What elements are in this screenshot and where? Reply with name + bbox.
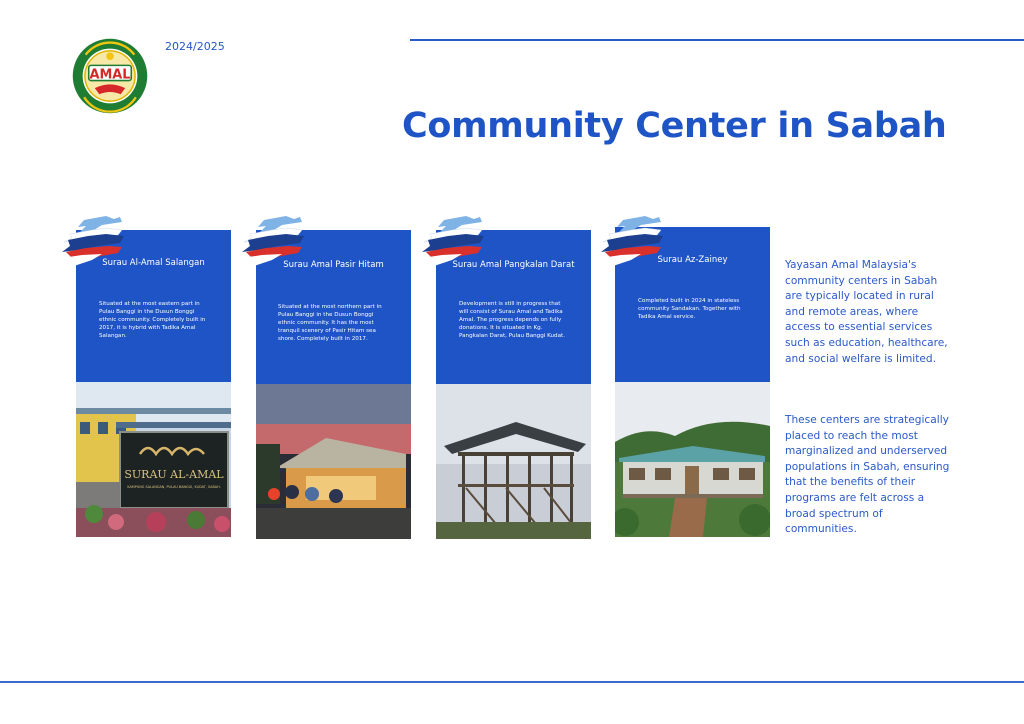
center-name: Surau Al-Amal Salangan bbox=[102, 258, 205, 268]
center-card-salangan bbox=[76, 230, 231, 537]
center-name: Surau Az-Zainey bbox=[657, 255, 728, 265]
flag-brush-icon bbox=[242, 216, 304, 268]
intro-paragraph: Yayasan Amal Malaysia's community centers in Sabah are typically located in rural and remote areas, where access to essential services such as education, healthcare, and social welfare is limited. bbox=[785, 259, 948, 365]
center-description: Situated at the most northern part in Pulau Banggi in the Dusun Bonggi ethnic community. It has the most tranquil scenery of Pasir Hitam sea shore. Completely built in 2017. bbox=[278, 304, 382, 342]
bottom-divider bbox=[0, 681, 1024, 683]
flag-brush-icon bbox=[601, 216, 663, 268]
top-divider bbox=[410, 39, 1024, 41]
center-description: Development is still in progress that will consist of Surau Amal and Tadika Amal. The progress depends on fully donations. It is situated in Kg. Pangkalan Darat, Pulau Banggi Kudat. bbox=[459, 301, 565, 339]
flag-brush-icon bbox=[62, 216, 124, 268]
center-name: Surau Amal Pangkalan Darat bbox=[452, 260, 575, 270]
page-title: Community Center in Sabah bbox=[402, 106, 947, 146]
strategy-paragraph: These centers are strategically placed to reach the most marginalized and underserved populations in Sabah, ensuring that the benefits of their programs are felt across a broad spectrum of communities. bbox=[785, 414, 950, 536]
surau-amal-pasir-hitam-photo bbox=[256, 384, 411, 539]
center-name: Surau Amal Pasir Hitam bbox=[283, 260, 384, 270]
surau-al-amal-salangan-photo bbox=[76, 382, 231, 537]
surau-az-zainey-photo bbox=[615, 382, 770, 537]
surau-amal-pangkalan-darat-photo bbox=[436, 384, 591, 539]
center-description: Situated at the most eastern part in Pulau Banggi in the Dusun Bonggi ethnic community. Completely built in 2017, it is hybrid with Tadika Amal Salangan. bbox=[99, 301, 206, 339]
center-card-pangkalan-darat bbox=[436, 230, 591, 539]
flag-brush-icon bbox=[422, 216, 484, 268]
sign-subtitle: KAMPUNG SALANGAN, PULAU BANGGI, KUDAT, SABAH. bbox=[127, 485, 221, 489]
logo-amal-text: AMAL bbox=[89, 67, 131, 83]
year-label: 2024/2025 bbox=[165, 40, 225, 53]
center-card-pasir-hitam bbox=[256, 230, 411, 539]
sign-title: SURAU AL-AMAL bbox=[124, 468, 224, 481]
center-card-az-zainey bbox=[615, 227, 770, 537]
yayasan-amal-logo bbox=[72, 38, 148, 114]
center-description: Completed built in 2024 in stateless community Sandakan. Together with Tadika Amal service. bbox=[638, 298, 741, 320]
